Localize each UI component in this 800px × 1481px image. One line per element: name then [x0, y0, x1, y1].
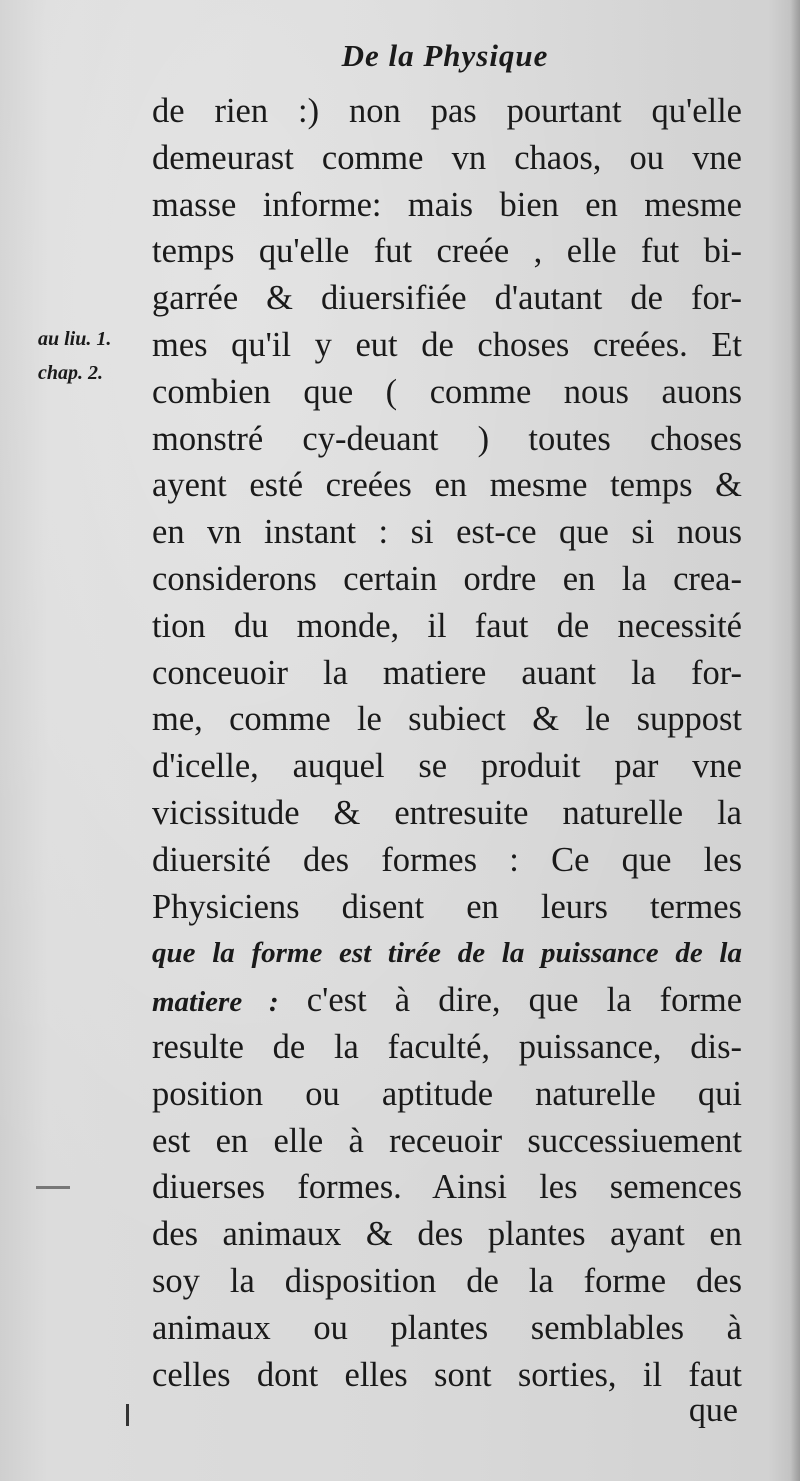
- text-line: Physiciens disent en leurs termes: [152, 887, 742, 926]
- text-line: en vn instant : si est-ce que si nous: [152, 513, 742, 552]
- text-line: ayent esté creées en mesme temps &: [152, 466, 742, 505]
- marginal-note-line: au liu. 1.: [38, 328, 112, 350]
- running-head: De la Physique: [341, 38, 549, 73]
- text-line: diuersité des formes : Ce que les: [152, 840, 742, 879]
- text-line-mixed: [152, 977, 742, 1024]
- text-line: vicissitude & entresuite naturelle la: [152, 793, 742, 832]
- text-line: me, comme le subiect & le suppost: [152, 700, 742, 739]
- text-line: mes qu'il y eut de choses creées. Et: [152, 325, 742, 364]
- text-line: de rien :) non pas pourtant qu'elle: [152, 92, 742, 130]
- text-line: est en elle à receuoir successiuement: [152, 1121, 742, 1160]
- text-line: resulte de la faculté, puissance, dis-: [152, 1027, 742, 1066]
- text-line: combien que ( comme nous auons: [152, 372, 742, 411]
- text-line: conceuoir la matiere auant la for-: [152, 653, 742, 692]
- margin-tick-mark: [126, 1404, 129, 1426]
- body-text: [152, 88, 742, 1398]
- text-line: monstré cy-deuant ) toutes choses: [152, 419, 742, 458]
- text-line: position ou aptitude naturelle qui: [152, 1074, 742, 1113]
- text-line: demeurast comme vn chaos, ou vne: [152, 138, 742, 177]
- text-line: soy la disposition de la forme des: [152, 1261, 742, 1300]
- text-line: masse informe: mais bien en mesme: [152, 185, 742, 224]
- text-line: temps qu'elle fut creée , elle fut bi-: [152, 232, 742, 271]
- marginal-note: [38, 322, 111, 390]
- text-line: tion du monde, il faut de necessité: [152, 606, 742, 645]
- text-line: des animaux & des plantes ayant en: [152, 1215, 742, 1254]
- text-line: considerons certain ordre en la crea-: [152, 559, 742, 598]
- margin-rule-mark: [36, 1186, 70, 1189]
- page-edge-shadow: [790, 0, 800, 1481]
- text-line-rest: c'est à dire, que la forme: [306, 981, 743, 1020]
- text-line: d'icelle, auquel se produit par vne: [152, 747, 742, 786]
- text-line: celles dont elles sont sorties, il faut: [152, 1355, 742, 1394]
- italic-lead: matiere :: [152, 986, 279, 1019]
- text-line: garrée & diuersifiée d'autant de for-: [152, 279, 742, 318]
- marginal-note-line: chap. 2.: [38, 362, 103, 384]
- text-line: diuerses formes. Ainsi les semences: [152, 1168, 742, 1207]
- italic-text-line: que la forme est tirée de la puissance de la: [152, 937, 742, 970]
- text-line: animaux ou plantes semblables à: [152, 1308, 742, 1347]
- catchword: que: [688, 1392, 738, 1429]
